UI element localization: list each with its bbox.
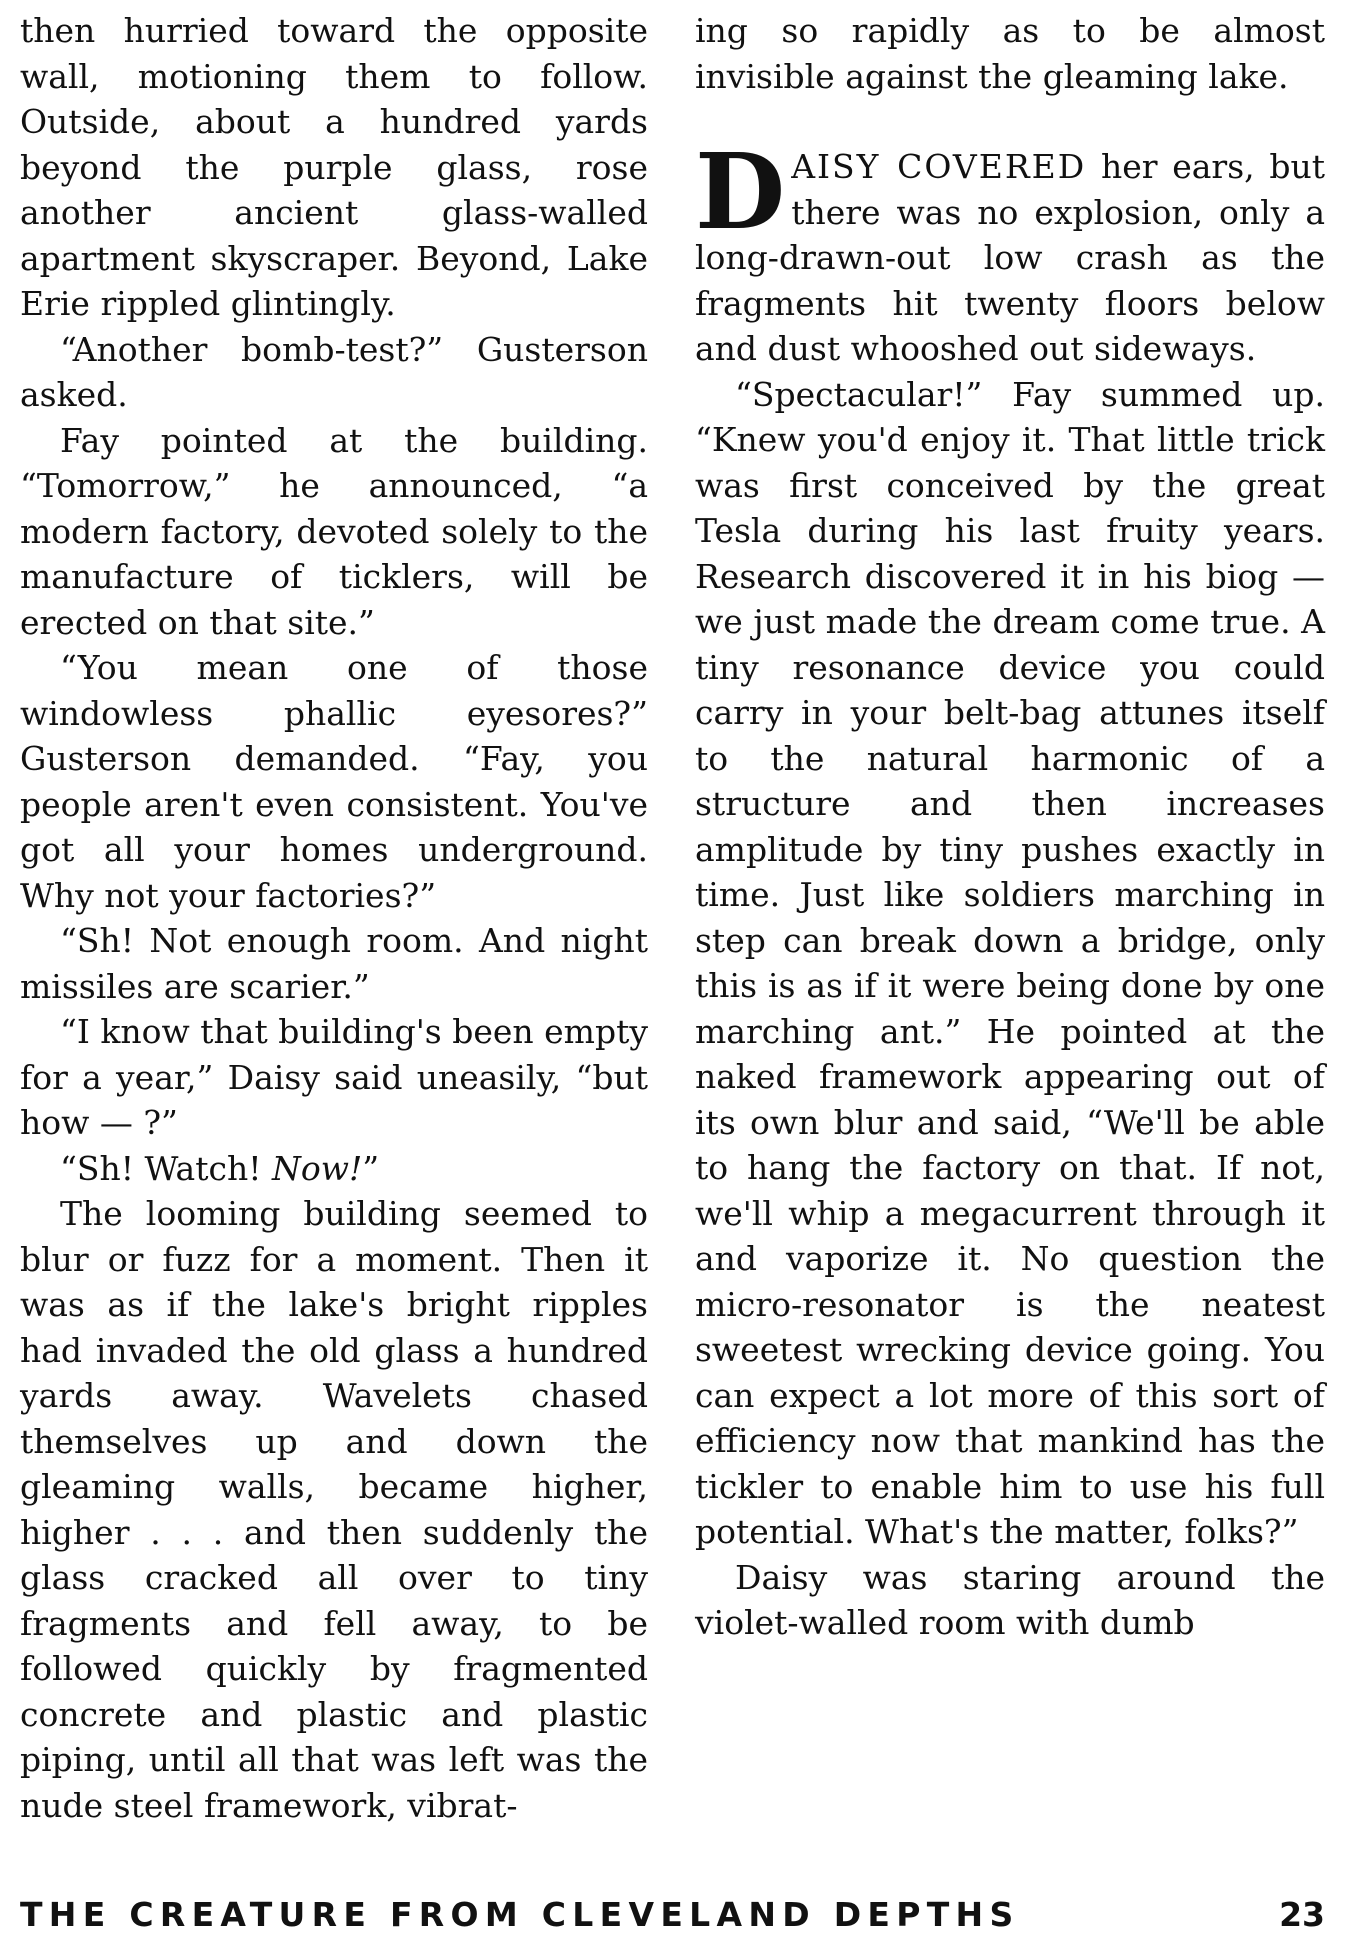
paragraph: ing so rapidly as to be almost invisible against the gleaming lake. <box>695 11 1325 96</box>
page-footer <box>20 1895 1325 1945</box>
section-opening-paragraph <box>695 130 1325 372</box>
paragraph-text: “Sh! Watch! <box>60 1148 272 1188</box>
paragraph: “I know that building's been empty for a year,” Daisy said uneasily, “but how — ?” <box>20 1012 649 1142</box>
paragraph: “You mean one of those windowless phallic eyesores?” Gusterson demanded. “Fay, you people aren't even consistent. You've got all your homes underground. Why not your factories?” <box>20 648 648 915</box>
left-column <box>20 8 648 1828</box>
paragraph-text: ” <box>362 1148 380 1188</box>
paragraph: The looming building seemed to blur or fuzz for a moment. Then it was as if the lake's bright ripples had invaded the old glass a hundred yards away. Wavelets chased themselves up and down the gleaming walls, became higher, higher . . . and then suddenly the glass cracked all over to tiny fragments and fell away, to be followed quickly by fragmented concrete and plastic and plastic piping, until all that was left was the nude steel framework, vibrat- <box>20 1194 648 1825</box>
paragraph: Fay pointed at the building. “Tomorrow,” he announced, “a modern factory, devoted solely to the manufacture of ticklers, will be erected on that site.” <box>20 420 648 642</box>
paragraph: “Spectacular!” Fay summed up. “Knew you'd enjoy it. That little trick was first conceived by the great Tesla during his last fruity years. Research discovered it in his biog — we just made the dream come true. A tiny resonance device you could carry in your belt-bag attunes itself to the natural harmonic of a structure and then increases amplitude by tiny pushes exactly in time. Just like soldiers marching in step can break down a bridge, only this is as if it were being done by one marching ant.” He pointed at the naked framework appearing out of its own blur and said, “We'll be able to hang the factory on that. If not, we'll whip a megacurrent through it and vaporize it. No question the micro-resonator is the neatest sweetest wrecking device going. You can expect a lot more of this sort of efficiency now that mankind has the tickler to enable him to use his full potential. What's the matter, folks?” <box>695 374 1325 1551</box>
paragraph-text: her ears, but there was no explosion, only a long-drawn-out low crash as the fragments hit twenty floors below and dust whooshed out sideways. <box>695 147 1325 368</box>
right-column <box>695 8 1325 1646</box>
section-break <box>695 99 1325 144</box>
drop-cap: D <box>695 130 786 253</box>
running-title: THE CREATURE FROM CLEVELAND DEPTHS <box>20 1895 1020 1934</box>
paragraph: then hurried toward the opposite wall, motioning them to follow. Outside, about a hundred yards beyond the purple glass, rose another ancient glass-walled apartment skyscraper. Beyond, Lake Erie rippled glintingly. <box>20 11 648 323</box>
page-number: 23 <box>1279 1895 1325 1934</box>
paragraph: Daisy was staring around the violet-walled room with dumb <box>695 1557 1325 1642</box>
paragraph <box>20 1146 648 1192</box>
paragraph: “Sh! Not enough room. And night missiles are scarier.” <box>20 921 648 1006</box>
lead-in-caps: AISY COVERED <box>791 147 1087 186</box>
paragraph: “Another bomb-test?” Gusterson asked. <box>20 329 648 414</box>
emphasized-text: Now! <box>271 1148 363 1188</box>
